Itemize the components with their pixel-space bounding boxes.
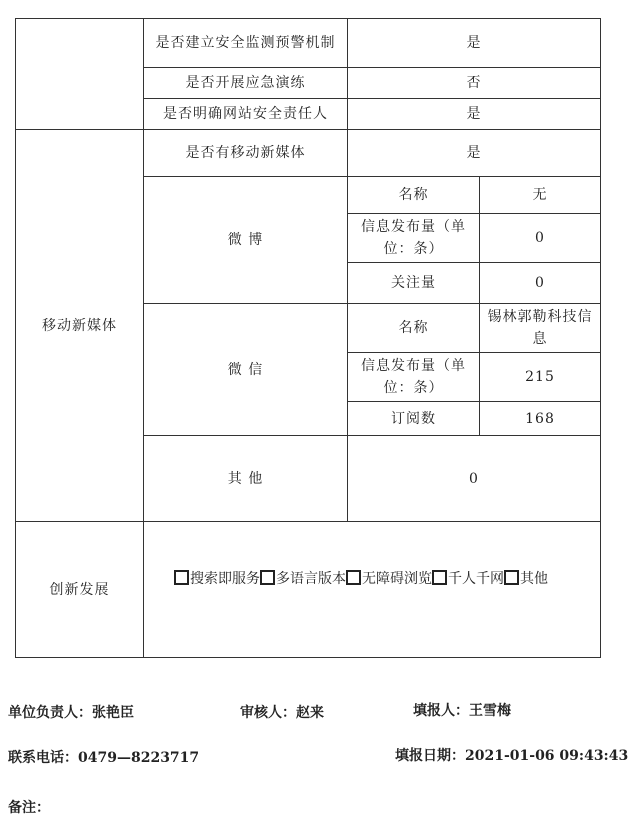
wechat-posts-value: 215 bbox=[480, 353, 601, 402]
note: 备注： bbox=[8, 800, 50, 816]
wechat-label: 微 信 bbox=[144, 304, 348, 436]
option-accessibility: 无障碍浏览 bbox=[362, 571, 432, 587]
wechat-posts-label: 信息发布量（单位：条） bbox=[348, 353, 480, 402]
weibo-name-value: 无 bbox=[480, 177, 601, 214]
weibo-posts-value: 0 bbox=[480, 214, 601, 263]
checkbox-icon[interactable] bbox=[504, 570, 519, 585]
wechat-name-label: 名称 bbox=[348, 304, 480, 353]
option-multilingual: 多语言版本 bbox=[276, 571, 346, 587]
wechat-subs-value: 168 bbox=[480, 402, 601, 436]
filler: 填报人：王雪梅 bbox=[413, 703, 511, 719]
weibo-name-label: 名称 bbox=[348, 177, 480, 214]
other-value: 0 bbox=[348, 436, 601, 522]
weibo-posts-label: 信息发布量（单位：条） bbox=[348, 214, 480, 263]
unit-head: 单位负责人：张艳臣 bbox=[8, 705, 134, 721]
report-table bbox=[15, 18, 601, 658]
security-officer-label: 是否明确网站安全责任人 bbox=[144, 99, 348, 130]
checkbox-icon[interactable] bbox=[260, 570, 275, 585]
option-other: 其他 bbox=[520, 571, 548, 587]
checkbox-icon[interactable] bbox=[174, 570, 189, 585]
option-personalized: 千人千网 bbox=[448, 571, 504, 587]
weibo-follow-label: 关注量 bbox=[348, 263, 480, 304]
emergency-drill-label: 是否开展应急演练 bbox=[144, 68, 348, 99]
weibo-follow-value: 0 bbox=[480, 263, 601, 304]
weibo-label: 微 博 bbox=[144, 177, 348, 304]
has-mobile-value: 是 bbox=[348, 130, 601, 177]
has-mobile-label: 是否有移动新媒体 bbox=[144, 130, 348, 177]
checkbox-icon[interactable] bbox=[432, 570, 447, 585]
wechat-name-value: 锡林郭勒科技信息 bbox=[480, 304, 601, 353]
other-label: 其 他 bbox=[144, 436, 348, 522]
security-section-cell bbox=[16, 19, 144, 130]
contact-phone: 联系电话：0479—8223717 bbox=[8, 750, 200, 766]
emergency-drill-value: 否 bbox=[348, 68, 601, 99]
innovation-options bbox=[144, 522, 601, 658]
mobile-section-label: 移动新媒体 bbox=[16, 130, 144, 522]
security-monitor-value: 是 bbox=[348, 19, 601, 68]
wechat-subs-label: 订阅数 bbox=[348, 402, 480, 436]
security-monitor-label: 是否建立安全监测预警机制 bbox=[144, 19, 348, 68]
security-officer-value: 是 bbox=[348, 99, 601, 130]
reviewer: 审核人：赵来 bbox=[240, 705, 324, 721]
fill-date: 填报日期：2021-01-06 09:43:43 bbox=[395, 748, 629, 764]
checkbox-icon[interactable] bbox=[346, 570, 361, 585]
option-search-service: 搜索即服务 bbox=[190, 571, 260, 587]
innovation-section-label: 创新发展 bbox=[16, 522, 144, 658]
